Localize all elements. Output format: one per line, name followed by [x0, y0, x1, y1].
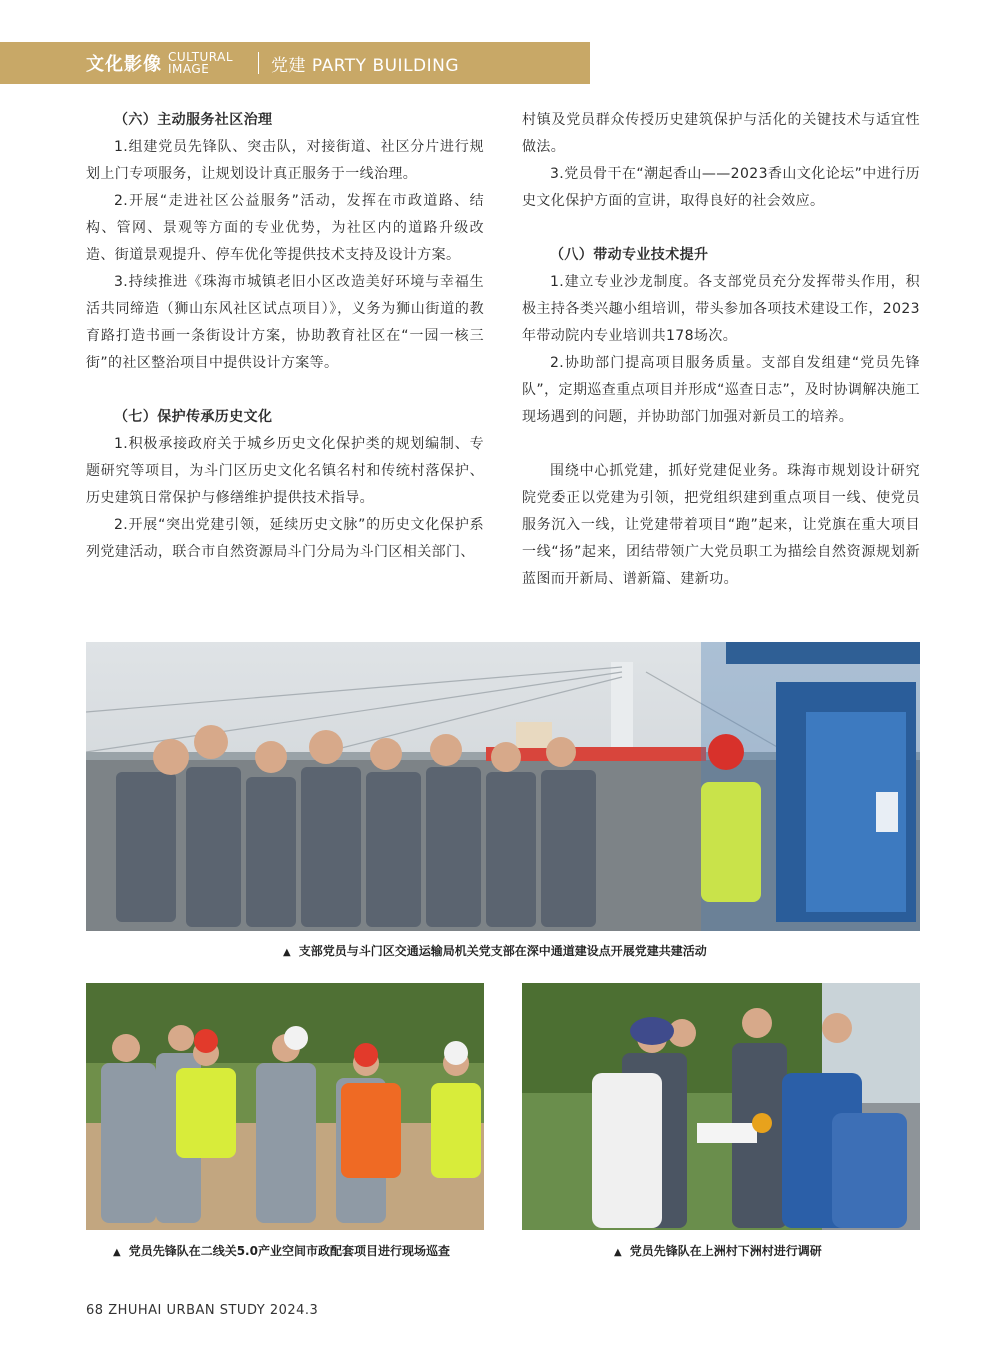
- caption-photo2: [113, 1242, 450, 1259]
- paragraph: 2.开展“走进社区公益服务”活动，发挥在市政道路、结构、管网、景观等方面的专业优势，为社区内的道路升级改造、街道景观提升、停车优化等提供技术支持及设计方案。: [86, 193, 484, 263]
- section-header-bar: [0, 42, 590, 84]
- caption-triangle-icon: ▲: [614, 1247, 622, 1258]
- spacer: [522, 431, 920, 458]
- right-column: [522, 107, 920, 593]
- photo-bridge-site-image: [86, 642, 920, 931]
- header-divider: [258, 52, 259, 74]
- heading-section-7: （七）保护传承历史文化: [114, 409, 273, 425]
- photo-village-survey-image: [522, 983, 920, 1230]
- photo-village-survey: [522, 983, 920, 1230]
- paragraph: 1.组建党员先锋队、突击队，对接街道、社区分片进行规划上门专项服务，让规划设计真正服务于一线治理。: [86, 139, 484, 182]
- section-title-en: CULTURAL IMAGE: [168, 50, 234, 76]
- caption-text: 党员先锋队在上洲村下洲村进行调研: [629, 1244, 822, 1258]
- heading-section-6: （六）主动服务社区治理: [114, 112, 273, 128]
- photo-site-inspection-image: [86, 983, 484, 1230]
- left-column: [86, 107, 484, 566]
- photo-bridge-site: [86, 642, 920, 931]
- paragraph-continued: 村镇及党员群众传授历史建筑保护与活化的关键技术与适宜性做法。: [522, 112, 920, 155]
- heading-section-8: （八）带动专业技术提升: [550, 247, 709, 263]
- paragraph: 3.党员骨干在“潮起香山——2023香山文化论坛”中进行历史文化保护方面的宣讲，取得良好的社会效应。: [522, 166, 920, 209]
- paragraph: 3.持续推进《珠海市城镇老旧小区改造美好环境与幸福生活共同缔造（狮山东风社区试点项目）》，义务为狮山街道的教育路打造书画一条街设计方案，协助教育社区在“一园一核三街”的社区整治项目中提供设计方案等。: [86, 274, 484, 371]
- caption-triangle-icon: ▲: [113, 1247, 121, 1258]
- caption-photo1: [283, 942, 707, 959]
- page-footer: [86, 1303, 318, 1318]
- issue-number: 2024.3: [269, 1303, 319, 1318]
- caption-photo3: [614, 1242, 822, 1259]
- publication-name: ZHUHAI URBAN STUDY: [108, 1303, 266, 1318]
- section-title-cn: 文化影像: [86, 54, 162, 75]
- page-number: 68: [86, 1303, 104, 1318]
- paragraph: 1.积极承接政府关于城乡历史文化保护类的规划编制、专题研究等项目，为斗门区历史文化名镇名村和传统村落保护、历史建筑日常保护与修缮维护提供技术指导。: [86, 436, 484, 506]
- summary-paragraph: 围绕中心抓党建，抓好党建促业务。珠海市规划设计研究院党委正以党建为引领，把党组织建到重点项目一线、使党员服务沉入一线，让党建带着项目“跑”起来，让党旗在重大项目一线“扬”起来，团结带领广大党员职工为描绘自然资源规划新蓝图而开新局、谱新篇、建新功。: [522, 463, 920, 587]
- spacer: [86, 377, 484, 404]
- subsection-title: 党建 PARTY BUILDING: [271, 55, 460, 76]
- paragraph: 1.建立专业沙龙制度。各支部党员充分发挥带头作用，积极主持各类兴趣小组培训，带头参加各项技术建设工作，2023年带动院内专业培训共178场次。: [522, 274, 920, 344]
- photo-site-inspection: [86, 983, 484, 1230]
- paragraph: 2.开展“突出党建引领，延续历史文脉”的历史文化保护系列党建活动，联合市自然资源局斗门分局为斗门区相关部门、: [86, 517, 484, 560]
- spacer: [522, 215, 920, 242]
- paragraph: 2.协助部门提高项目服务质量。支部自发组建“党员先锋队”，定期巡查重点项目并形成“巡查日志”，及时协调解决施工现场遇到的问题，并协助部门加强对新员工的培养。: [522, 355, 920, 425]
- caption-text: 支部党员与斗门区交通运输局机关党支部在深中通道建设点开展党建共建活动: [298, 944, 707, 958]
- caption-text: 党员先锋队在二线关5.0产业空间市政配套项目进行现场巡查: [128, 1244, 450, 1258]
- caption-triangle-icon: ▲: [283, 947, 291, 958]
